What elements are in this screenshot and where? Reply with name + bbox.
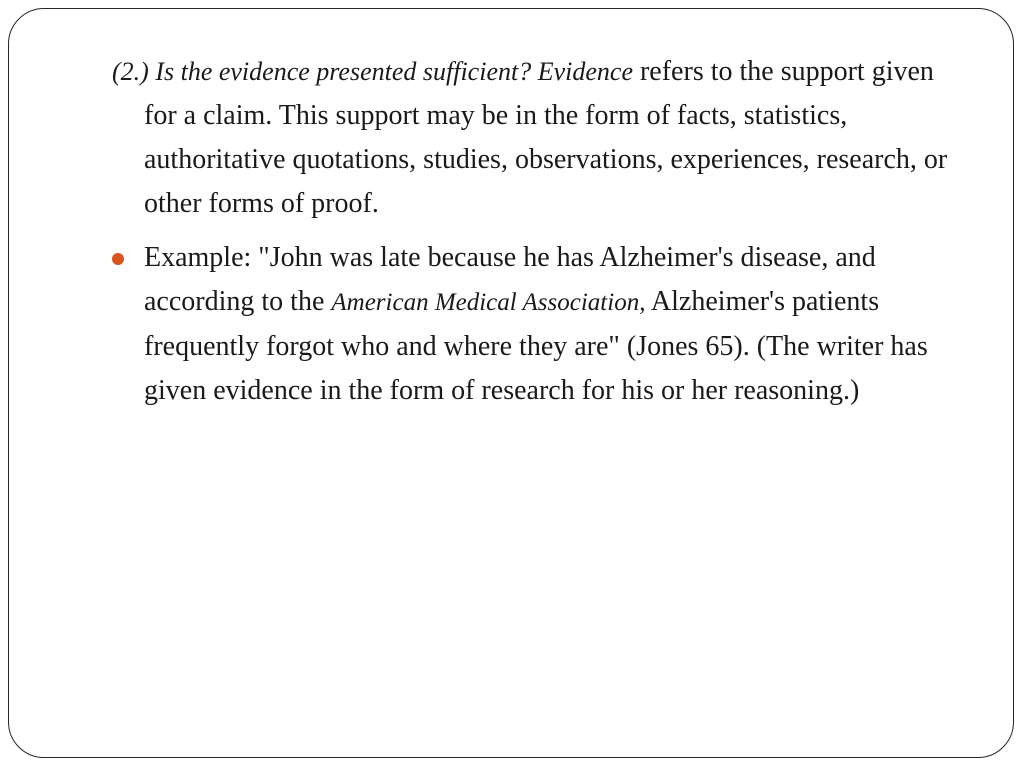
bullet-icon <box>112 253 124 265</box>
slide-content <box>112 50 972 413</box>
evidence-question: (2.) Is the evidence presented sufficient? Evidence <box>112 57 633 86</box>
example-text-start: Example: "John was late because he has Alzheimer's disease, and according to the <box>144 242 876 317</box>
example-bullet-item <box>112 236 972 413</box>
example-text-end: Alzheimer's patients frequently forgot who and where they are" (Jones 65). (The writer has given evidence in the form of research for his or her reasoning.) <box>144 286 928 406</box>
evidence-definition: refers to the support given for a claim. This support may be in the form of facts, statistics, authoritative quotations, studies, observations, experiences, research, or other forms of proof. <box>144 56 948 219</box>
source-title: American Medical Association, <box>331 289 646 316</box>
evidence-paragraph <box>112 50 972 226</box>
